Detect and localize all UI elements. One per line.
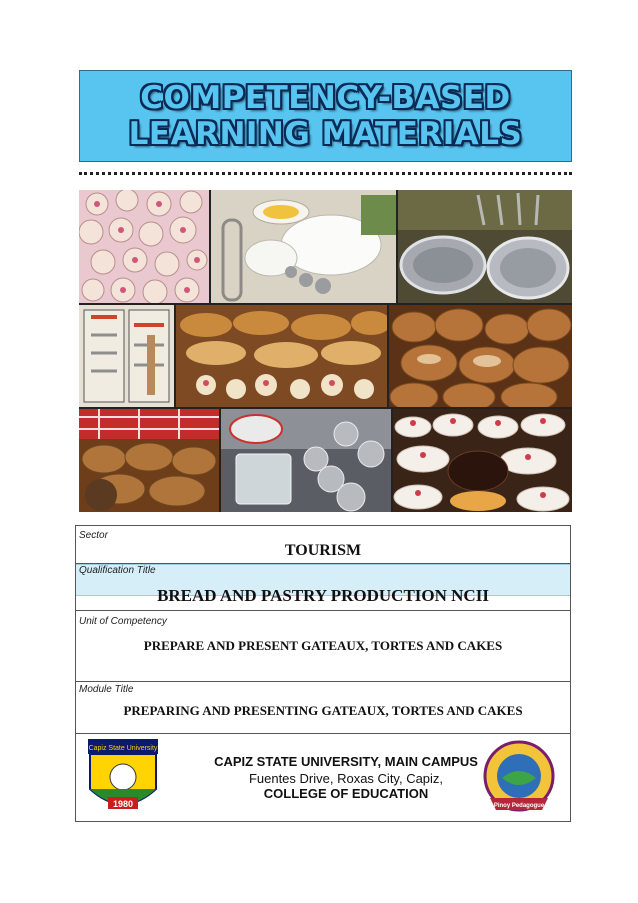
qualification-label: Qualification Title bbox=[79, 565, 156, 576]
unit-label: Unit of Competency bbox=[79, 616, 167, 627]
pinoy-pedagogue-logo bbox=[480, 736, 558, 818]
module-label: Module Title bbox=[79, 684, 134, 695]
sector-value: TOURISM bbox=[284, 542, 362, 559]
utensils-drawer-photo bbox=[79, 305, 174, 407]
module-value: PREPARING AND PRESENTING GATEAUX, TORTES AND CAKES bbox=[123, 703, 523, 718]
capiz-state-university-logo bbox=[86, 737, 160, 819]
baking-tools-photo bbox=[211, 190, 396, 303]
university-address: Fuentes Drive, Roxas City, Capiz, bbox=[248, 771, 444, 786]
logo-left-year: 1980 bbox=[112, 799, 134, 809]
footer-section bbox=[76, 734, 570, 821]
bread-basket-photo bbox=[79, 409, 219, 512]
measuring-cups-photo bbox=[221, 409, 391, 512]
qualification-divider bbox=[76, 610, 570, 611]
module-section bbox=[76, 682, 570, 734]
dotted-divider bbox=[79, 172, 572, 175]
baking-pans-photo bbox=[398, 190, 572, 303]
title-banner bbox=[79, 70, 572, 162]
logo-left-name: Capiz State University bbox=[88, 745, 158, 752]
banner-title-line-1: COMPETENCY-BASED bbox=[140, 80, 511, 116]
unit-section bbox=[76, 616, 570, 682]
unit-value: PREPARE AND PRESENT GATEAUX, TORTES AND CAKES bbox=[143, 638, 503, 653]
logo-right-name: Pinoy Pedagogue bbox=[493, 803, 545, 809]
sector-label: Sector bbox=[79, 530, 108, 541]
banner-title-line-2: LEARNING MATERIALS bbox=[128, 116, 523, 152]
cupcakes-photo bbox=[79, 190, 209, 303]
breads-photo bbox=[389, 305, 572, 407]
module-info-table bbox=[75, 525, 571, 822]
pastries-photo bbox=[176, 305, 387, 407]
photo-collage bbox=[79, 190, 572, 512]
college-name: COLLEGE OF EDUCATION bbox=[263, 786, 429, 801]
qualification-value: BREAD AND PASTRY PRODUCTION NCII bbox=[157, 586, 489, 605]
sector-section bbox=[76, 526, 570, 564]
cakes-photo bbox=[393, 409, 572, 512]
university-name: CAPIZ STATE UNIVERSITY, MAIN CAMPUS bbox=[214, 754, 478, 769]
